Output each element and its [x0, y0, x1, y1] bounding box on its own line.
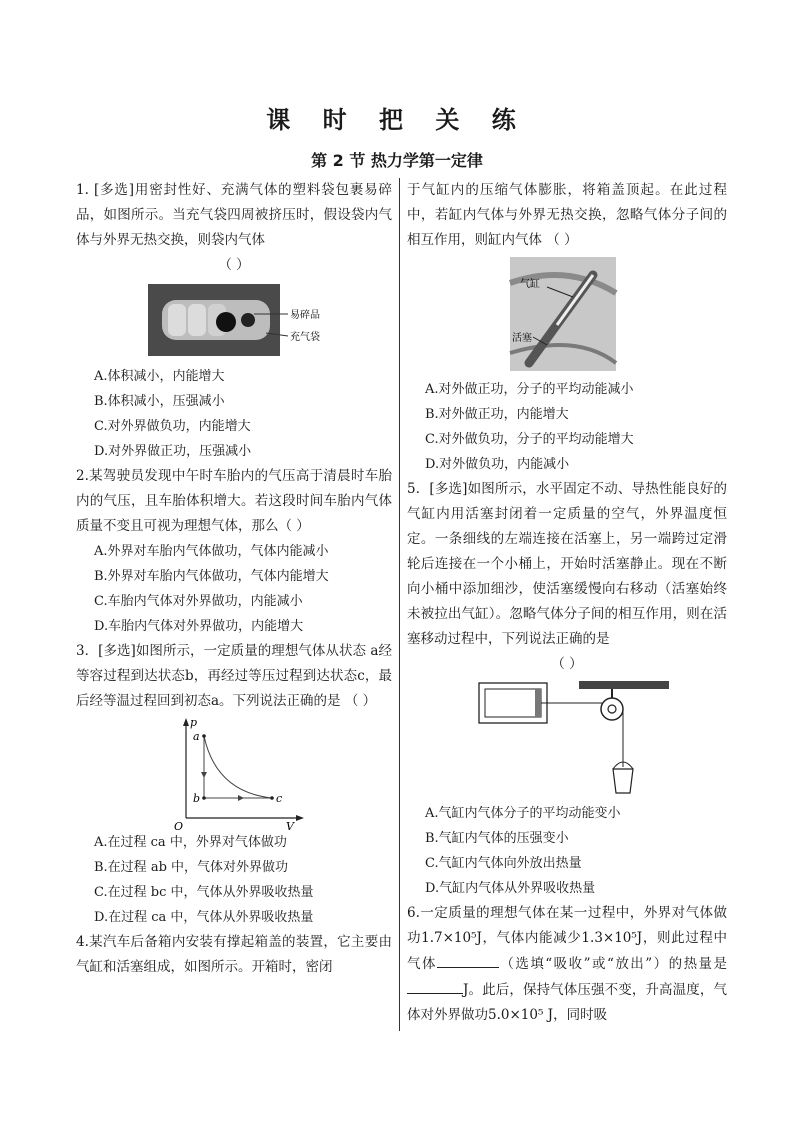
question-2-option-d: D.车胎内气体对外界做功，内能增大 — [94, 619, 304, 634]
point-b-label: b — [193, 792, 201, 805]
question-1-option-c: C.对外界做负功，内能增大 — [94, 419, 251, 434]
question-5-option-d: D.气缸内气体从外界吸收热量 — [425, 881, 596, 896]
piston-label: 活塞 — [512, 333, 532, 344]
right-column — [407, 178, 727, 1028]
point-c-label: c — [276, 792, 283, 805]
question-5-figure — [407, 677, 727, 801]
question-4-option-d: D.对外做负功，内能减小 — [425, 457, 570, 472]
page-title: 课 时 把 关 练 — [266, 106, 528, 134]
question-3-option-d: D.在过程 ca 中，气体从外界吸收热量 — [94, 910, 314, 925]
question-4-option-b: B.对外做正功，内能增大 — [425, 407, 569, 422]
question-2-stem: 2.某驾驶员发现中午时车胎内的气压高于清晨时车胎内的气压，且车胎体积增大。若这段时间车胎内气体质量不变且可视为理想气体，那么（ ） — [76, 468, 392, 534]
bubble-wrap-photo — [76, 278, 392, 364]
gas-strut-photo — [407, 253, 727, 377]
question-6-text-3: J。此后，保持气体压强不变，升高温度，气体对外界做功5.0×10⁵ J，同时吸 — [407, 982, 727, 1023]
question-4-option-a: A.对外做正功，分子的平均动能减小 — [425, 382, 634, 397]
question-2-option-b: B.外界对车胎内气体做功，气体内能增大 — [94, 569, 329, 584]
question-5-paren: （ ） — [551, 656, 583, 672]
section-title: 第 2 节 热力学第一定律 — [311, 151, 483, 170]
question-4-stem-left: 4.某汽车后备箱内安装有撑起箱盖的装置，它主要由气缸和活塞组成，如图所示。开箱时，密闭 — [76, 934, 392, 975]
question-1-option-b: B.体积减小，压强减小 — [94, 394, 225, 409]
fragile-item-label: 易碎品 — [290, 310, 320, 321]
left-column — [76, 178, 392, 980]
question-4-stem-right: 于气缸内的压缩气体膨胀，将箱盖顶起。在此过程中，若缸内气体与外界无热交换，忽略气体分子间的相互作用，则缸内气体 （ ） — [407, 182, 727, 248]
answer-blank-2[interactable] — [407, 977, 463, 994]
point-a-label: a — [193, 730, 200, 743]
question-3-option-b: B.在过程 ab 中，气体对外界做功 — [94, 860, 289, 875]
air-bag-label: 充气袋 — [290, 332, 320, 343]
question-6-text-2: （选填“吸收”或“放出”）的热量是 — [498, 956, 727, 972]
v-axis-label: V — [286, 820, 294, 830]
question-4-option-c: C.对外做负功，分子的平均动能增大 — [425, 432, 634, 447]
column-divider — [399, 178, 400, 1031]
question-2-option-c: C.车胎内气体对外界做功，内能减小 — [94, 594, 303, 609]
question-2-option-a: A.外界对车胎内气体做功，气体内能减小 — [94, 544, 329, 559]
p-axis-label: p — [190, 716, 198, 729]
question-1-option-d: D.对外界做正功，压强减小 — [94, 444, 252, 459]
question-3-option-c: C.在过程 bc 中，气体从外界吸收热量 — [94, 885, 314, 900]
question-6-stem — [407, 901, 727, 1028]
question-4-figure — [407, 253, 727, 377]
question-5-option-a: A.气缸内气体分子的平均动能变小 — [425, 806, 621, 821]
answer-blank-1[interactable] — [437, 951, 499, 968]
question-1-option-a: A.体积减小，内能增大 — [94, 369, 225, 384]
pv-diagram — [76, 714, 392, 830]
question-1-figure — [76, 278, 392, 364]
question-3-figure — [76, 714, 392, 830]
question-5-option-c: C.气缸内气体向外放出热量 — [425, 856, 582, 871]
origin-label: O — [174, 820, 184, 830]
question-1-paren: （ ） — [218, 257, 250, 273]
cylinder-label: 气缸 — [520, 279, 540, 290]
question-3-option-a: A.在过程 ca 中，外界对气体做功 — [94, 835, 287, 850]
question-6-text-1: 6.一定质量的理想气体在某一过程中，外界对气体做功1.7×10⁵J，气体内能减少1.3×10⁵J，则此过程中气体 — [407, 905, 727, 972]
question-3-stem: 3．[多选]如图所示，一定质量的理想气体从状态 a经等容过程到达状态b，再经过等压过程到达状态c，最后经等温过程回到初态a。下列说法正确的是 （ ） — [76, 643, 392, 709]
question-5-option-b: B.气缸内气体的压强变小 — [425, 831, 569, 846]
piston-pulley-diagram — [407, 677, 727, 801]
question-1-stem: 1. [多选]用密封性好、充满气体的塑料袋包裹易碎品，如图所示。当充气袋四周被挤压时，假设袋内气体与外界无热交换，则袋内气体 — [76, 182, 392, 248]
question-5-stem: 5．[多选]如图所示，水平固定不动、导热性能良好的气缸内用活塞封闭着一定质量的空气，外界温度恒定。一条细线的左端连接在活塞上，另一端跨过定滑轮后连接在一个小桶上，开始时活塞静止。现在不断向小桶中添加细沙，使活塞缓慢向右移动（活塞始终未被拉出气缸）。忽略气体分子间的相互作用，则在活塞移动过程中，下列说法正确的是 — [407, 481, 727, 647]
